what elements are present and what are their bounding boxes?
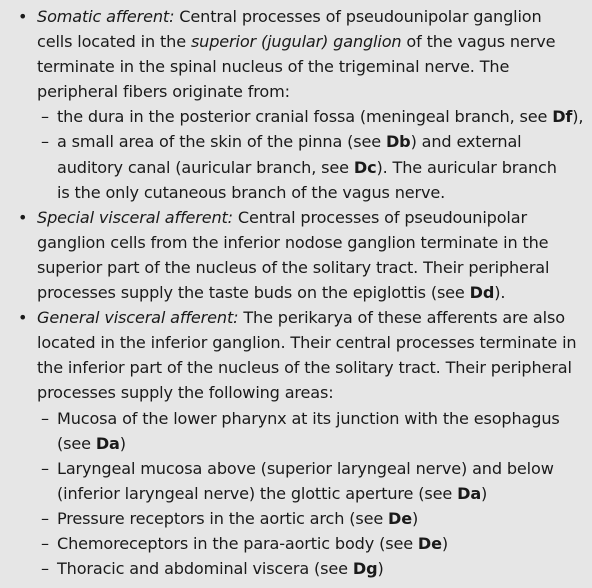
text-run: ) <box>441 533 449 553</box>
text-run: (inferior laryngeal nerve) the glottic aperture (see <box>57 483 458 503</box>
bullet-marker: • <box>18 7 28 26</box>
text-run: the inferior part of the nucleus of the solitary tract. Their peripheral <box>37 358 572 378</box>
text-line <box>8 4 584 29</box>
bullet-item-somatic-afferent <box>8 4 584 205</box>
text-line <box>8 305 584 330</box>
text-run: processes supply the following areas: <box>37 383 334 403</box>
text-line <box>8 431 584 456</box>
text-run: a small area of the skin of the pinna (see <box>57 132 386 152</box>
text-run: ) <box>377 559 384 579</box>
bullet-marker: • <box>18 207 28 227</box>
text-line <box>8 406 584 431</box>
text-run: (see <box>57 433 96 453</box>
section-title: General visceral afferent: <box>37 308 239 328</box>
text-line <box>8 180 584 205</box>
text-run: cells located in the <box>37 32 191 52</box>
text-line <box>8 456 584 481</box>
dash-marker: – <box>41 559 49 579</box>
figure-reference: Da <box>95 433 120 453</box>
sub-item <box>8 556 584 581</box>
figure-reference: De <box>417 533 442 553</box>
text-line <box>8 230 584 255</box>
section-title: Special visceral afferent: <box>37 207 233 227</box>
sub-item <box>8 506 584 531</box>
text-run: ) <box>119 433 126 453</box>
dash-marker: – <box>41 107 49 127</box>
italic-term: superior (jugular) ganglion <box>190 32 402 52</box>
bullet-item-special-visceral-afferent <box>8 205 584 305</box>
dash-marker: – <box>41 508 49 528</box>
text-line <box>8 29 584 54</box>
text-line <box>8 205 584 230</box>
text-run: processes supply the taste buds on the epiglottis (see <box>37 283 470 303</box>
text-line <box>8 129 584 154</box>
figure-reference: Da <box>457 483 482 503</box>
dash-marker: – <box>41 458 49 478</box>
sub-item <box>8 129 584 204</box>
dash-marker: – <box>41 132 49 152</box>
text-run: Pressure receptors in the aortic arch (see <box>57 508 389 528</box>
text-run: Central processes of pseudounipolar ganglion <box>174 7 542 26</box>
text-run: ) <box>412 508 419 528</box>
sub-item <box>8 456 584 506</box>
section-title: Somatic afferent: <box>37 7 175 26</box>
sub-item <box>8 406 584 456</box>
text-line <box>8 79 584 104</box>
text-line <box>8 104 584 129</box>
text-run: ) <box>481 483 488 503</box>
text-line <box>8 531 584 556</box>
text-line <box>8 330 584 355</box>
text-run: auditory canal (auricular branch, see <box>57 157 354 177</box>
text-line <box>8 280 584 305</box>
figure-reference: Dc <box>353 157 377 177</box>
text-run: terminate in the spinal nucleus of the trigeminal nerve. The <box>37 57 510 77</box>
text-run: the dura in the posterior cranial fossa (meningeal branch, see <box>57 107 553 127</box>
text-line <box>8 255 584 280</box>
bullet-item-general-visceral-afferent <box>8 305 584 581</box>
text-run: The perikarya of these afferents are also <box>238 308 565 328</box>
text-line <box>8 481 584 506</box>
figure-reference: De <box>388 508 413 528</box>
text-run: superior part of the nucleus of the solitary tract. Their peripheral <box>37 257 550 277</box>
text-line <box>8 155 584 180</box>
text-run: ), <box>572 107 584 127</box>
text-run: located in the inferior ganglion. Their central processes terminate in <box>37 333 577 353</box>
figure-reference: Df <box>552 107 573 127</box>
figure-reference: Dd <box>469 283 495 303</box>
text-line <box>8 380 584 405</box>
text-run: Laryngeal mucosa above (superior laryngeal nerve) and below <box>57 458 554 478</box>
dash-marker: – <box>41 408 49 428</box>
text-run: ). The auricular branch <box>376 157 557 177</box>
text-line <box>8 506 584 531</box>
text-run: Thoracic and abdominal viscera (see <box>57 559 353 579</box>
dash-marker: – <box>41 533 49 553</box>
text-run: peripheral fibers originate from: <box>37 82 290 102</box>
text-run: of the vagus nerve <box>401 32 556 52</box>
sub-item <box>8 104 584 129</box>
text-run: Mucosa of the lower pharynx at its junction with the esophagus <box>57 408 560 428</box>
text-run: ). <box>494 283 506 303</box>
text-run: is the only cutaneous branch of the vagus nerve. <box>57 182 446 202</box>
figure-reference: Dg <box>352 559 378 579</box>
sub-item <box>8 531 584 556</box>
figure-reference: Db <box>385 132 411 152</box>
text-line <box>8 54 584 79</box>
text-run: ) and external <box>410 132 522 152</box>
text-run: ganglion cells from the inferior nodose ganglion terminate in the <box>37 232 549 252</box>
text-run: Chemoreceptors in the para-aortic body (see <box>57 533 418 553</box>
text-run: Central processes of pseudounipolar <box>232 207 527 227</box>
bullet-marker: • <box>18 308 28 328</box>
text-line <box>8 556 584 581</box>
text-line <box>8 355 584 380</box>
